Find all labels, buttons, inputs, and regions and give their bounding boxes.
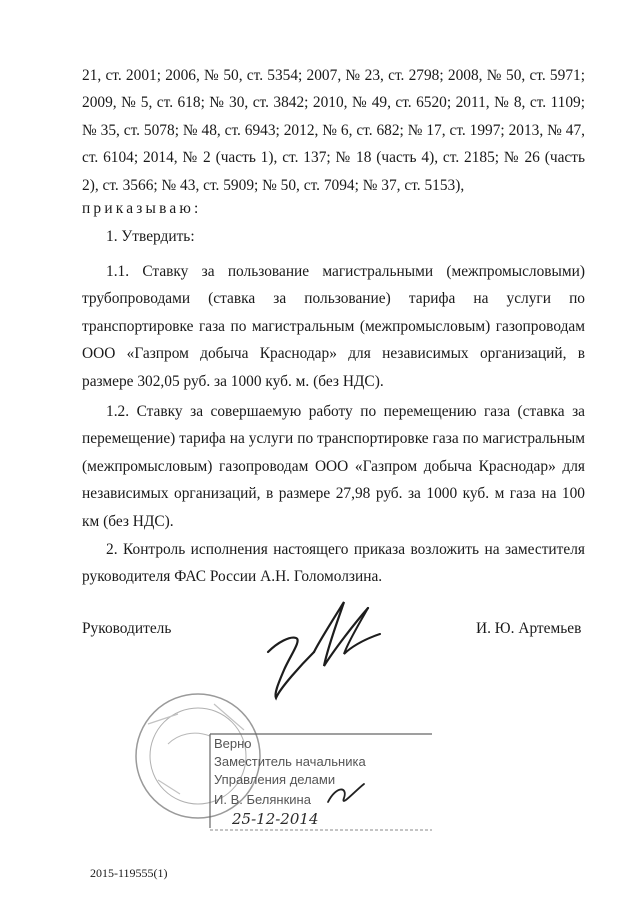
item-1: 1. Утвердить: (106, 228, 195, 245)
document-number: 2015-119555(1) (90, 866, 168, 880)
stamp-line-1: Верно (214, 736, 252, 751)
order-word: приказываю: (82, 200, 202, 217)
item-2: 2. Контроль исполнения настоящего приказа возложить на заместителя руководителя ФАС России А.Н. Голомолзина. (82, 541, 585, 586)
signature-name: И. Ю. Артемьев (476, 620, 582, 637)
stamp-line-4: И. В. Белянкина (214, 792, 311, 807)
stamp-date: 25-12-2014 (232, 810, 319, 828)
stamp-signature (326, 780, 366, 810)
signature-title: Руководитель (82, 620, 172, 637)
intro-paragraph: 21, ст. 2001; 2006, № 50, ст. 5354; 2007, № 23, ст. 2798; 2008, № 50, ст. 5971; 2009, № 5, ст. 618; № 30, ст. 3842; 2010, № 49, ст. 6520; 2011, № 8, ст. 1109; № 35, ст. 5078; № 48, ст. 6943; 2012, № 6, ст. 682; № 17, ст. 1997; 2013, № 47, ст. 6104; 2014, № 2 (часть 1), ст. 137; № 18 (часть 4), ст. 2185; № 26 (часть 2), ст. 3566; № 43, ст. 5909; № 50, ст. 7094; № 37, ст. 5153), (82, 67, 585, 194)
stamp-line-3: Управления делами (214, 772, 336, 787)
item-1-1: 1.1. Ставку за пользование магистральными (межпромысловыми) трубопроводами (ставка за пользование) тарифа на услуги по транспортировке газа по магистральным (межпромысловым) газопроводам ООО «Газпром добыча Краснодар» для независимых организаций, в размере 302,05 руб. за 1000 куб. м. (без НДС). (82, 263, 585, 390)
item-1-2: 1.2. Ставку за совершаемую работу по перемещению газа (ставка за перемещение) тарифа на услуги по транспортировке газа по магистральным (межпромысловым) газопроводам ООО «Газпром добыча Краснодар» для независимых организаций, в размере 27,98 руб. за 1000 куб. м газа на 100 км (без НДС). (82, 403, 585, 530)
stamp-line-2: Заместитель начальника (214, 754, 366, 769)
certification-stamp (206, 732, 438, 834)
